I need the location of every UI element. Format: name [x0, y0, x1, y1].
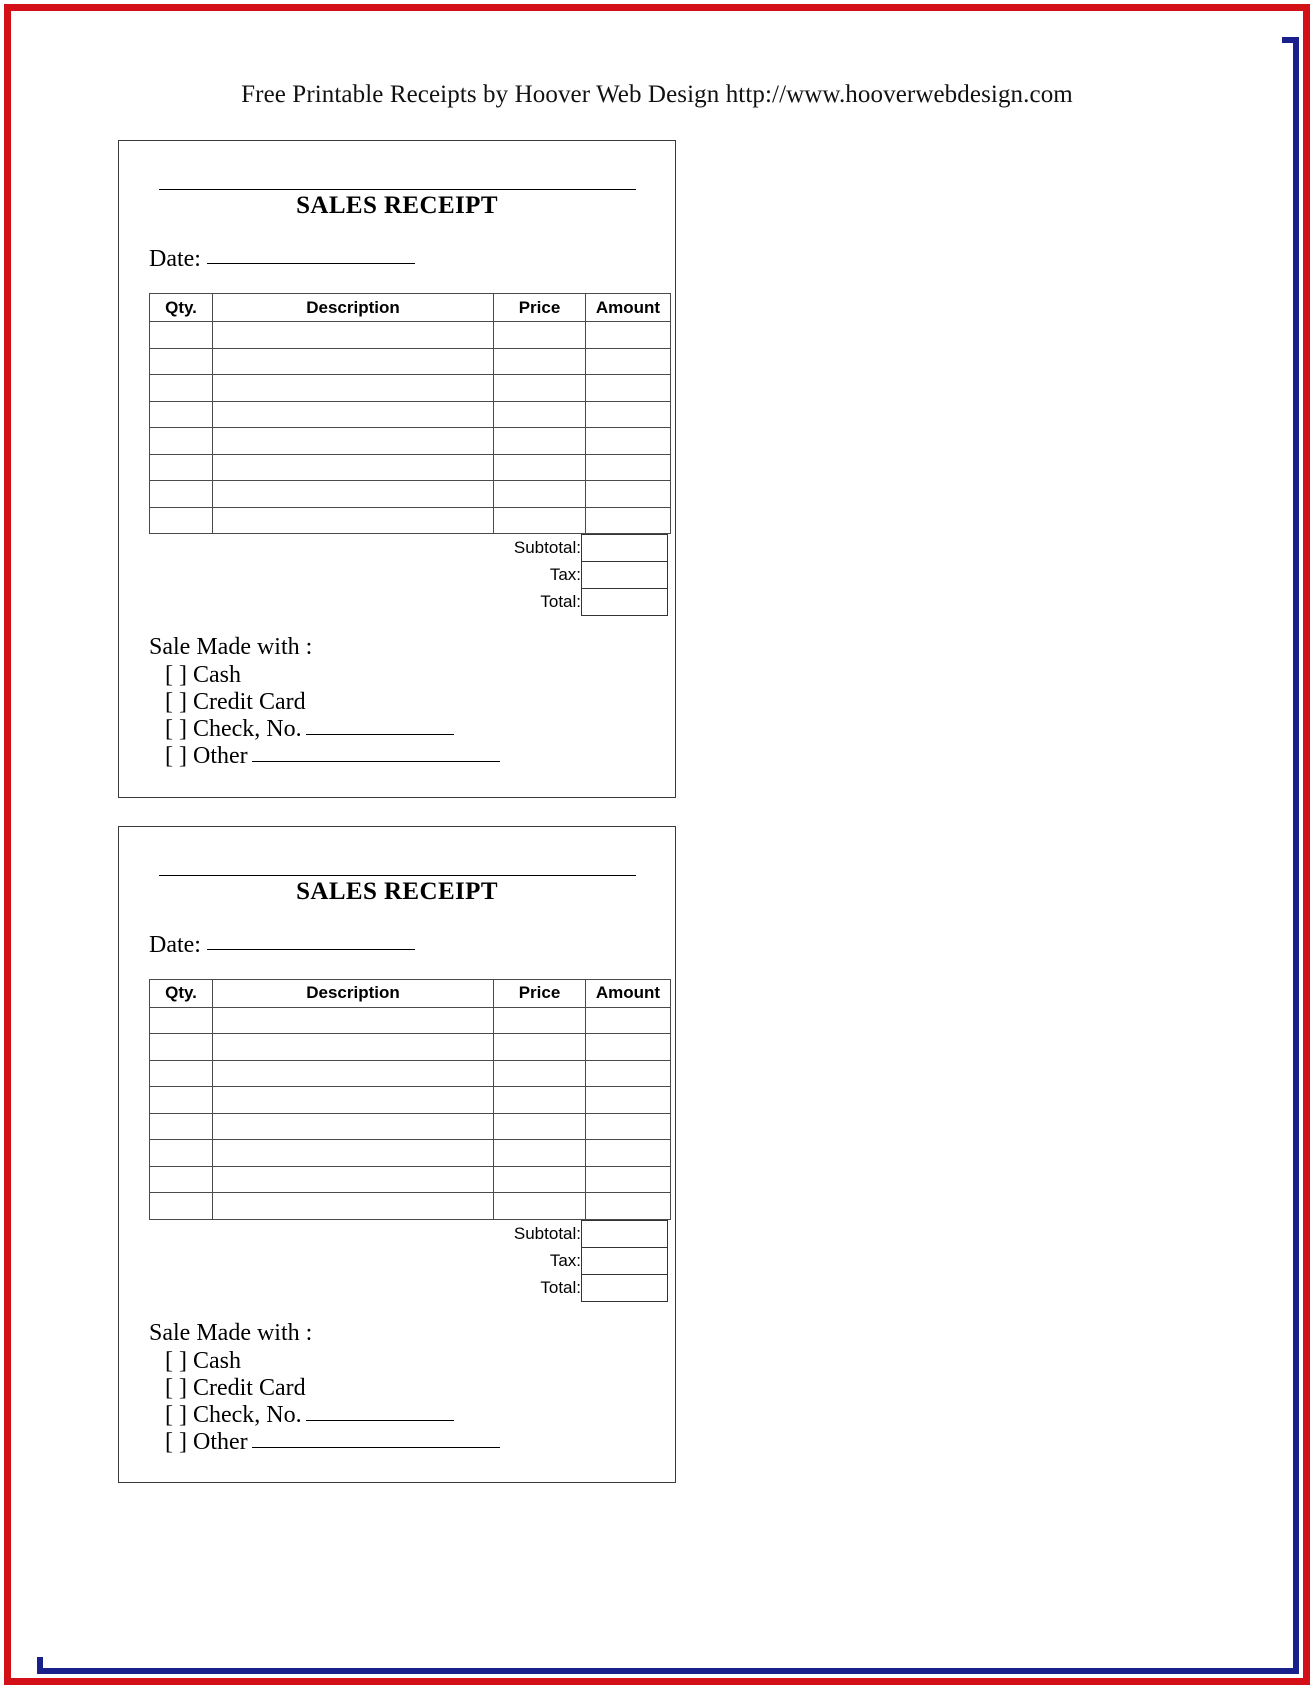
- cell-price[interactable]: [494, 401, 586, 428]
- check-number-input-line-1[interactable]: [306, 720, 454, 735]
- subtotal-label-1: Subtotal:: [513, 538, 581, 557]
- totals-row-tax-1: [149, 562, 668, 589]
- payment-option-label: Other: [192, 1428, 248, 1455]
- total-label-1: Total:: [540, 592, 581, 611]
- cell-description[interactable]: [213, 1193, 494, 1220]
- cell-price[interactable]: [494, 1087, 586, 1114]
- cell-description[interactable]: [213, 1113, 494, 1140]
- payment-option-label: Cash: [192, 662, 241, 689]
- payment-option-check-1[interactable]: [165, 716, 647, 743]
- cell-qty[interactable]: [150, 1193, 213, 1220]
- column-header-price-2: Price: [494, 979, 586, 1007]
- cell-price[interactable]: [494, 454, 586, 481]
- total-label-2: Total:: [540, 1277, 581, 1297]
- totals-spacer: [149, 535, 493, 562]
- cell-amount[interactable]: [586, 481, 671, 508]
- column-header-qty-2: Qty.: [150, 979, 213, 1007]
- date-input-line-2[interactable]: [207, 933, 415, 950]
- payment-option-label: Other: [192, 743, 248, 770]
- cell-qty[interactable]: [150, 1166, 213, 1193]
- table-row: [150, 401, 671, 428]
- cell-description[interactable]: [213, 1060, 494, 1087]
- cell-price[interactable]: [494, 1113, 586, 1140]
- receipt-title-1: SALES RECEIPT: [296, 192, 498, 219]
- checkbox-icon[interactable]: [ ]: [165, 743, 187, 770]
- payment-option-label: Credit Card: [192, 1374, 306, 1401]
- cell-amount[interactable]: [586, 1034, 671, 1061]
- date-row-2: [149, 932, 647, 959]
- line-items-table-2: [149, 979, 671, 1220]
- receipt-title-2: SALES RECEIPT: [296, 877, 498, 905]
- cell-amount[interactable]: [586, 1166, 671, 1193]
- table-row: [150, 1113, 671, 1140]
- payment-option-label: Check, No.: [192, 716, 302, 743]
- column-header-description-1: Description: [213, 294, 494, 322]
- checkbox-icon[interactable]: [ ]: [165, 716, 187, 743]
- table-row: [150, 1087, 671, 1114]
- payment-option-other-2[interactable]: [165, 1429, 647, 1456]
- column-header-price-1: Price: [494, 294, 586, 322]
- cell-price[interactable]: [494, 375, 586, 402]
- cell-amount[interactable]: [586, 428, 671, 455]
- other-input-line-1[interactable]: [252, 747, 500, 762]
- cell-description[interactable]: [213, 1087, 494, 1114]
- column-header-qty-1: Qty.: [150, 294, 213, 322]
- cell-price[interactable]: [494, 1166, 586, 1193]
- table-row: [150, 322, 671, 349]
- cell-amount[interactable]: [586, 375, 671, 402]
- cell-price[interactable]: [494, 322, 586, 349]
- table-row: [150, 375, 671, 402]
- totals-spacer: [149, 562, 493, 589]
- payment-option-label: Credit Card: [192, 689, 306, 716]
- payment-option-label: Check, No.: [192, 1401, 302, 1428]
- cell-qty[interactable]: [150, 1140, 213, 1167]
- totals-spacer: [149, 1220, 493, 1247]
- cell-qty[interactable]: [150, 401, 213, 428]
- cell-description[interactable]: [213, 454, 494, 481]
- table-row: [150, 428, 671, 455]
- cell-amount[interactable]: [586, 1060, 671, 1087]
- date-row-1: [149, 246, 647, 273]
- other-input-line-2[interactable]: [252, 1433, 500, 1448]
- cell-price[interactable]: [494, 1034, 586, 1061]
- cell-description[interactable]: [213, 1007, 494, 1034]
- checkbox-icon[interactable]: [ ]: [165, 662, 187, 689]
- cell-description[interactable]: [213, 428, 494, 455]
- table-row: [150, 1193, 671, 1220]
- cell-qty[interactable]: [150, 454, 213, 481]
- cell-amount[interactable]: [586, 401, 671, 428]
- printable-page: [32, 32, 1282, 1657]
- totals-spacer: [149, 1274, 493, 1301]
- totals-spacer: [149, 589, 493, 616]
- payment-method-title-1: Sale Made with :: [149, 634, 313, 660]
- sales-receipt-card-2: [118, 826, 676, 1484]
- cell-qty[interactable]: [150, 1034, 213, 1061]
- cell-description[interactable]: [213, 348, 494, 375]
- cell-qty[interactable]: [150, 507, 213, 534]
- cell-amount[interactable]: [586, 1193, 671, 1220]
- cell-price[interactable]: [494, 1007, 586, 1034]
- cell-amount[interactable]: [586, 454, 671, 481]
- column-header-description-2: Description: [213, 979, 494, 1007]
- cell-qty[interactable]: [150, 1087, 213, 1114]
- date-label-2: Date:: [149, 931, 201, 958]
- totals-row-subtotal-2: [149, 1220, 668, 1247]
- tax-value-box-2[interactable]: [582, 1247, 668, 1274]
- cell-price[interactable]: [494, 428, 586, 455]
- cell-description[interactable]: [213, 1166, 494, 1193]
- cell-description[interactable]: [213, 322, 494, 349]
- cell-amount[interactable]: [586, 1113, 671, 1140]
- checkbox-icon[interactable]: [ ]: [165, 1428, 187, 1455]
- cell-price[interactable]: [494, 481, 586, 508]
- cell-description[interactable]: [213, 375, 494, 402]
- table-row: [150, 1060, 671, 1087]
- table-row: [150, 1140, 671, 1167]
- page-title: Free Printable Receipts by Hoover Web Design http://www.hooverwebdesign.com: [241, 81, 1073, 108]
- payment-option-credit-card-2[interactable]: [165, 1375, 647, 1402]
- cell-qty[interactable]: [150, 375, 213, 402]
- payment-option-cash-2[interactable]: [165, 1348, 647, 1375]
- cell-amount[interactable]: [586, 322, 671, 349]
- totals-row-subtotal-1: [149, 535, 668, 562]
- table-row: [150, 454, 671, 481]
- totals-row-total-1: [149, 589, 668, 616]
- date-input-line-1[interactable]: [207, 247, 415, 264]
- cell-amount[interactable]: [586, 1087, 671, 1114]
- totals-row-total-2: [149, 1274, 668, 1301]
- cell-price[interactable]: [494, 1140, 586, 1167]
- column-header-amount-2: Amount: [586, 979, 671, 1007]
- cell-amount[interactable]: [586, 1140, 671, 1167]
- cell-price[interactable]: [494, 1193, 586, 1220]
- tax-label-2: Tax:: [549, 1250, 581, 1270]
- cell-price[interactable]: [494, 1060, 586, 1087]
- table-row: [150, 1034, 671, 1061]
- sales-receipt-card-1: [118, 140, 676, 798]
- totals-table-1: [149, 534, 668, 616]
- company-name-blank-line-1[interactable]: [159, 175, 636, 190]
- cell-amount[interactable]: [586, 348, 671, 375]
- payment-method-section-1: [147, 634, 647, 771]
- check-number-input-line-2[interactable]: [306, 1406, 454, 1421]
- subtotal-value-box-2[interactable]: [582, 1220, 668, 1247]
- checkbox-icon[interactable]: [ ]: [165, 1347, 187, 1374]
- cell-price[interactable]: [494, 348, 586, 375]
- company-name-blank-line-2[interactable]: [159, 861, 636, 876]
- cell-qty[interactable]: [150, 348, 213, 375]
- date-label-1: Date:: [149, 246, 201, 272]
- table-row: [150, 481, 671, 508]
- cell-description[interactable]: [213, 481, 494, 508]
- totals-table-2: [149, 1220, 668, 1302]
- payment-option-check-2[interactable]: [165, 1402, 647, 1429]
- table-header-row-2: [150, 979, 671, 1007]
- cell-qty[interactable]: [150, 1113, 213, 1140]
- receipts-container: [32, 140, 1282, 1483]
- column-header-amount-1: Amount: [586, 294, 671, 322]
- line-items-table-1: [149, 293, 671, 534]
- payment-option-other-1[interactable]: [165, 743, 647, 770]
- cell-description[interactable]: [213, 1034, 494, 1061]
- cell-qty[interactable]: [150, 322, 213, 349]
- payment-option-credit-card-1[interactable]: [165, 689, 647, 716]
- subtotal-value-box-1[interactable]: [582, 535, 668, 562]
- totals-row-tax-2: [149, 1247, 668, 1274]
- cell-qty[interactable]: [150, 428, 213, 455]
- checkbox-icon[interactable]: [ ]: [165, 1374, 187, 1401]
- cell-amount[interactable]: [586, 507, 671, 534]
- cell-amount[interactable]: [586, 1007, 671, 1034]
- table-row: [150, 1007, 671, 1034]
- tax-label-1: Tax:: [549, 565, 581, 584]
- cell-qty[interactable]: [150, 481, 213, 508]
- payment-option-cash-1[interactable]: [165, 662, 647, 689]
- cell-qty[interactable]: [150, 1007, 213, 1034]
- checkbox-icon[interactable]: [ ]: [165, 1401, 187, 1428]
- cell-description[interactable]: [213, 507, 494, 534]
- total-value-box-2[interactable]: [582, 1274, 668, 1301]
- cell-description[interactable]: [213, 401, 494, 428]
- payment-method-section-2: [147, 1320, 647, 1457]
- table-header-row-1: [150, 294, 671, 322]
- tax-value-box-1[interactable]: [582, 562, 668, 589]
- cell-price[interactable]: [494, 507, 586, 534]
- cell-description[interactable]: [213, 1140, 494, 1167]
- table-row: [150, 507, 671, 534]
- checkbox-icon[interactable]: [ ]: [165, 689, 187, 716]
- total-value-box-1[interactable]: [582, 589, 668, 616]
- table-row: [150, 1166, 671, 1193]
- cell-qty[interactable]: [150, 1060, 213, 1087]
- subtotal-label-2: Subtotal:: [513, 1223, 581, 1243]
- totals-spacer: [149, 1247, 493, 1274]
- payment-option-label: Cash: [192, 1347, 241, 1374]
- table-row: [150, 348, 671, 375]
- payment-method-title-2: Sale Made with :: [149, 1319, 313, 1346]
